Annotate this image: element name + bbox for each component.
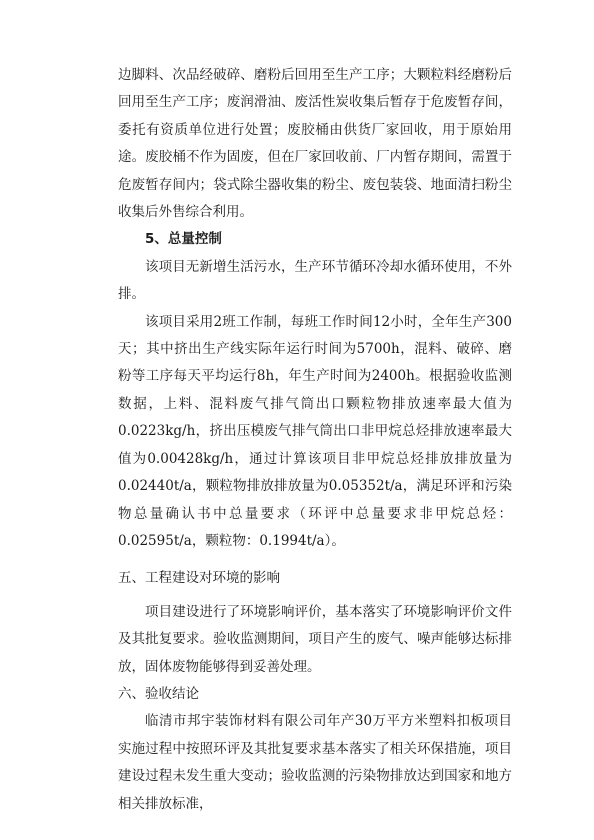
paragraph-acceptance-conclusion: 临清市邦宇装饰材料有限公司年产30万平方米塑料扣板项目实施过程中按照环评及其批复要求基本落实了相关环保措施，项目建设过程未发生重大变动；验收监测的污染物排放达到国家和地方相关排放标准， [118,713,512,812]
paragraph-solid-waste: 边脚料、次品经破碎、磨粉后回用至生产工序；大颗粒料经磨粉后回用至生产工序；废润滑油、废活性炭收集后暂存于危废暂存间，委托有资质单位进行处置；废胶桶由供货厂家回收，用于原始用途。废胶桶不作为固废，但在厂家回收前、厂内暂存期间，需置于危废暂存间内；袋式除尘器收集的粉尘、废包装袋、地面清扫粉尘收集后外售综合利用。 [118,67,512,221]
section-heading-acceptance-conclusion: 六、验收结论 [118,685,199,702]
paragraph-environment-impact: 项目建设进行了环境影响评价，基本落实了环境影响评价文件及其批复要求。验收监测期间，项目产生的废气、噪声能够达标排放，固体废物能够得到妥善处理。 [118,603,512,675]
paragraph-wastewater: 该项目无新增生活污水，生产环节循环冷却水循环使用，不外排。 [118,258,512,303]
document-body [118,62,512,818]
section-heading-total-control: 5、总量控制 [145,231,222,248]
section-heading-environment-impact: 五、工程建设对环境的影响 [118,570,280,587]
paragraph-emission-calc: 该项目采用2班工作制，每班工作时间12小时，全年生产300天；其中挤出生产线实际年运行时间为5700h，混料、破碎、磨粉等工序每天平均运行8h，年生产时间为2400h。根据验收监测数据，上料、混料废气排气筒出口颗粒物排放速率最大值为0.0223kg/h，挤出压模废气排气筒出口非甲烷总烃排放速率最大值为0.00428kg/h，通过计算该项目非甲烷总烃排放排放量为0.02440t/a，颗粒物排放排放量为0.05352t/a，满足环评和污染物总量确认书中总量要求（环评中总量要求非甲烷总烃：0.02595t/a，颗粒物：0.1994t/a）。 [118,313,512,549]
